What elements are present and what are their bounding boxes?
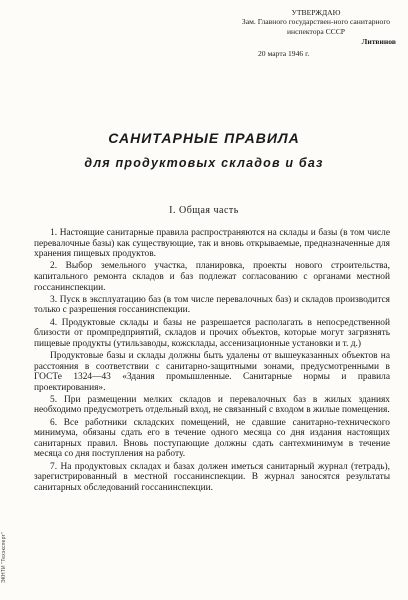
document-title [0,130,408,170]
title-line-2: для продуктовых складов и баз [84,156,324,170]
approval-date: 20 марта 1946 г. [258,48,310,58]
paragraph-3: 3. Пуск в эксплуатацию баз (в том числе перевалочных баз) и складов производится только с разрешения госсанинспекции. [34,294,390,316]
approval-heading: УТВЕРЖДАЮ [291,8,341,17]
approval-position: Зам. Главного государствен-ного санитарного инспектора СССР [241,17,391,36]
side-watermark: ЭКНТИ "Техэксперт" [1,532,7,583]
paragraph-4: 4. Продуктовые склады и базы не разрешается располагать в непосредственной близости от промпредприятий, складов и прочих объектов, которые могут загрязнять пищевые продукты (утильзаводы, кожсклады, ассенизационные установки и т. д.) [34,317,390,349]
section-heading: I. Общая часть [169,205,239,216]
paragraph-7: 7. На продуктовых складах и базах должен иметься санитарный журнал (тетрадь), зарегистрированный в местной госсанинспекции. В журнал заносятся результаты санитарных обследований госсанинспекции. [34,461,390,493]
title-line-1: САНИТАРНЫЕ ПРАВИЛА [108,130,300,146]
approval-name: Литвинов [361,37,396,47]
document-body [34,228,390,495]
paragraph-5: 5. При размещении мелких складов и перевалочных баз в жилых зданиях необходимо предусмотреть отдельный вход, не связанный с входом в жилые помещения. [34,394,390,416]
paragraph-4-continued: Продуктовые базы и склады должны быть удалены от вышеуказанных объектов на расстояния в соответствии с санитарно-защитными зонами, предусмотренными в ГОСТе 1324—43 «Здания промышленные. Санитарные нормы и правила проектирования». [34,350,390,393]
paragraph-6: 6. Все работники складских помещений, не сдавшие санитарно-технического минимума, обязаны сдать его в течение одного месяца со дня издания настоящих санитарных правил. Вновь поступающие должны сдать сантехминимум в течение месяца со дня поступления на работу. [34,417,390,460]
paragraph-1: 1. Настоящие санитарные правила распространяются на склады и базы (в том числе перевалочные базы) как существующие, так и вновь открываемые, предназначенные для хранения пищевых продуктов. [34,228,390,260]
paragraph-2: 2. Выбор земельного участка, планировка, проекты нового строительства, капитального ремонта складов и баз подлежат согласованию с органами местной госсанинспекции. [34,261,390,293]
approval-block [236,8,396,58]
